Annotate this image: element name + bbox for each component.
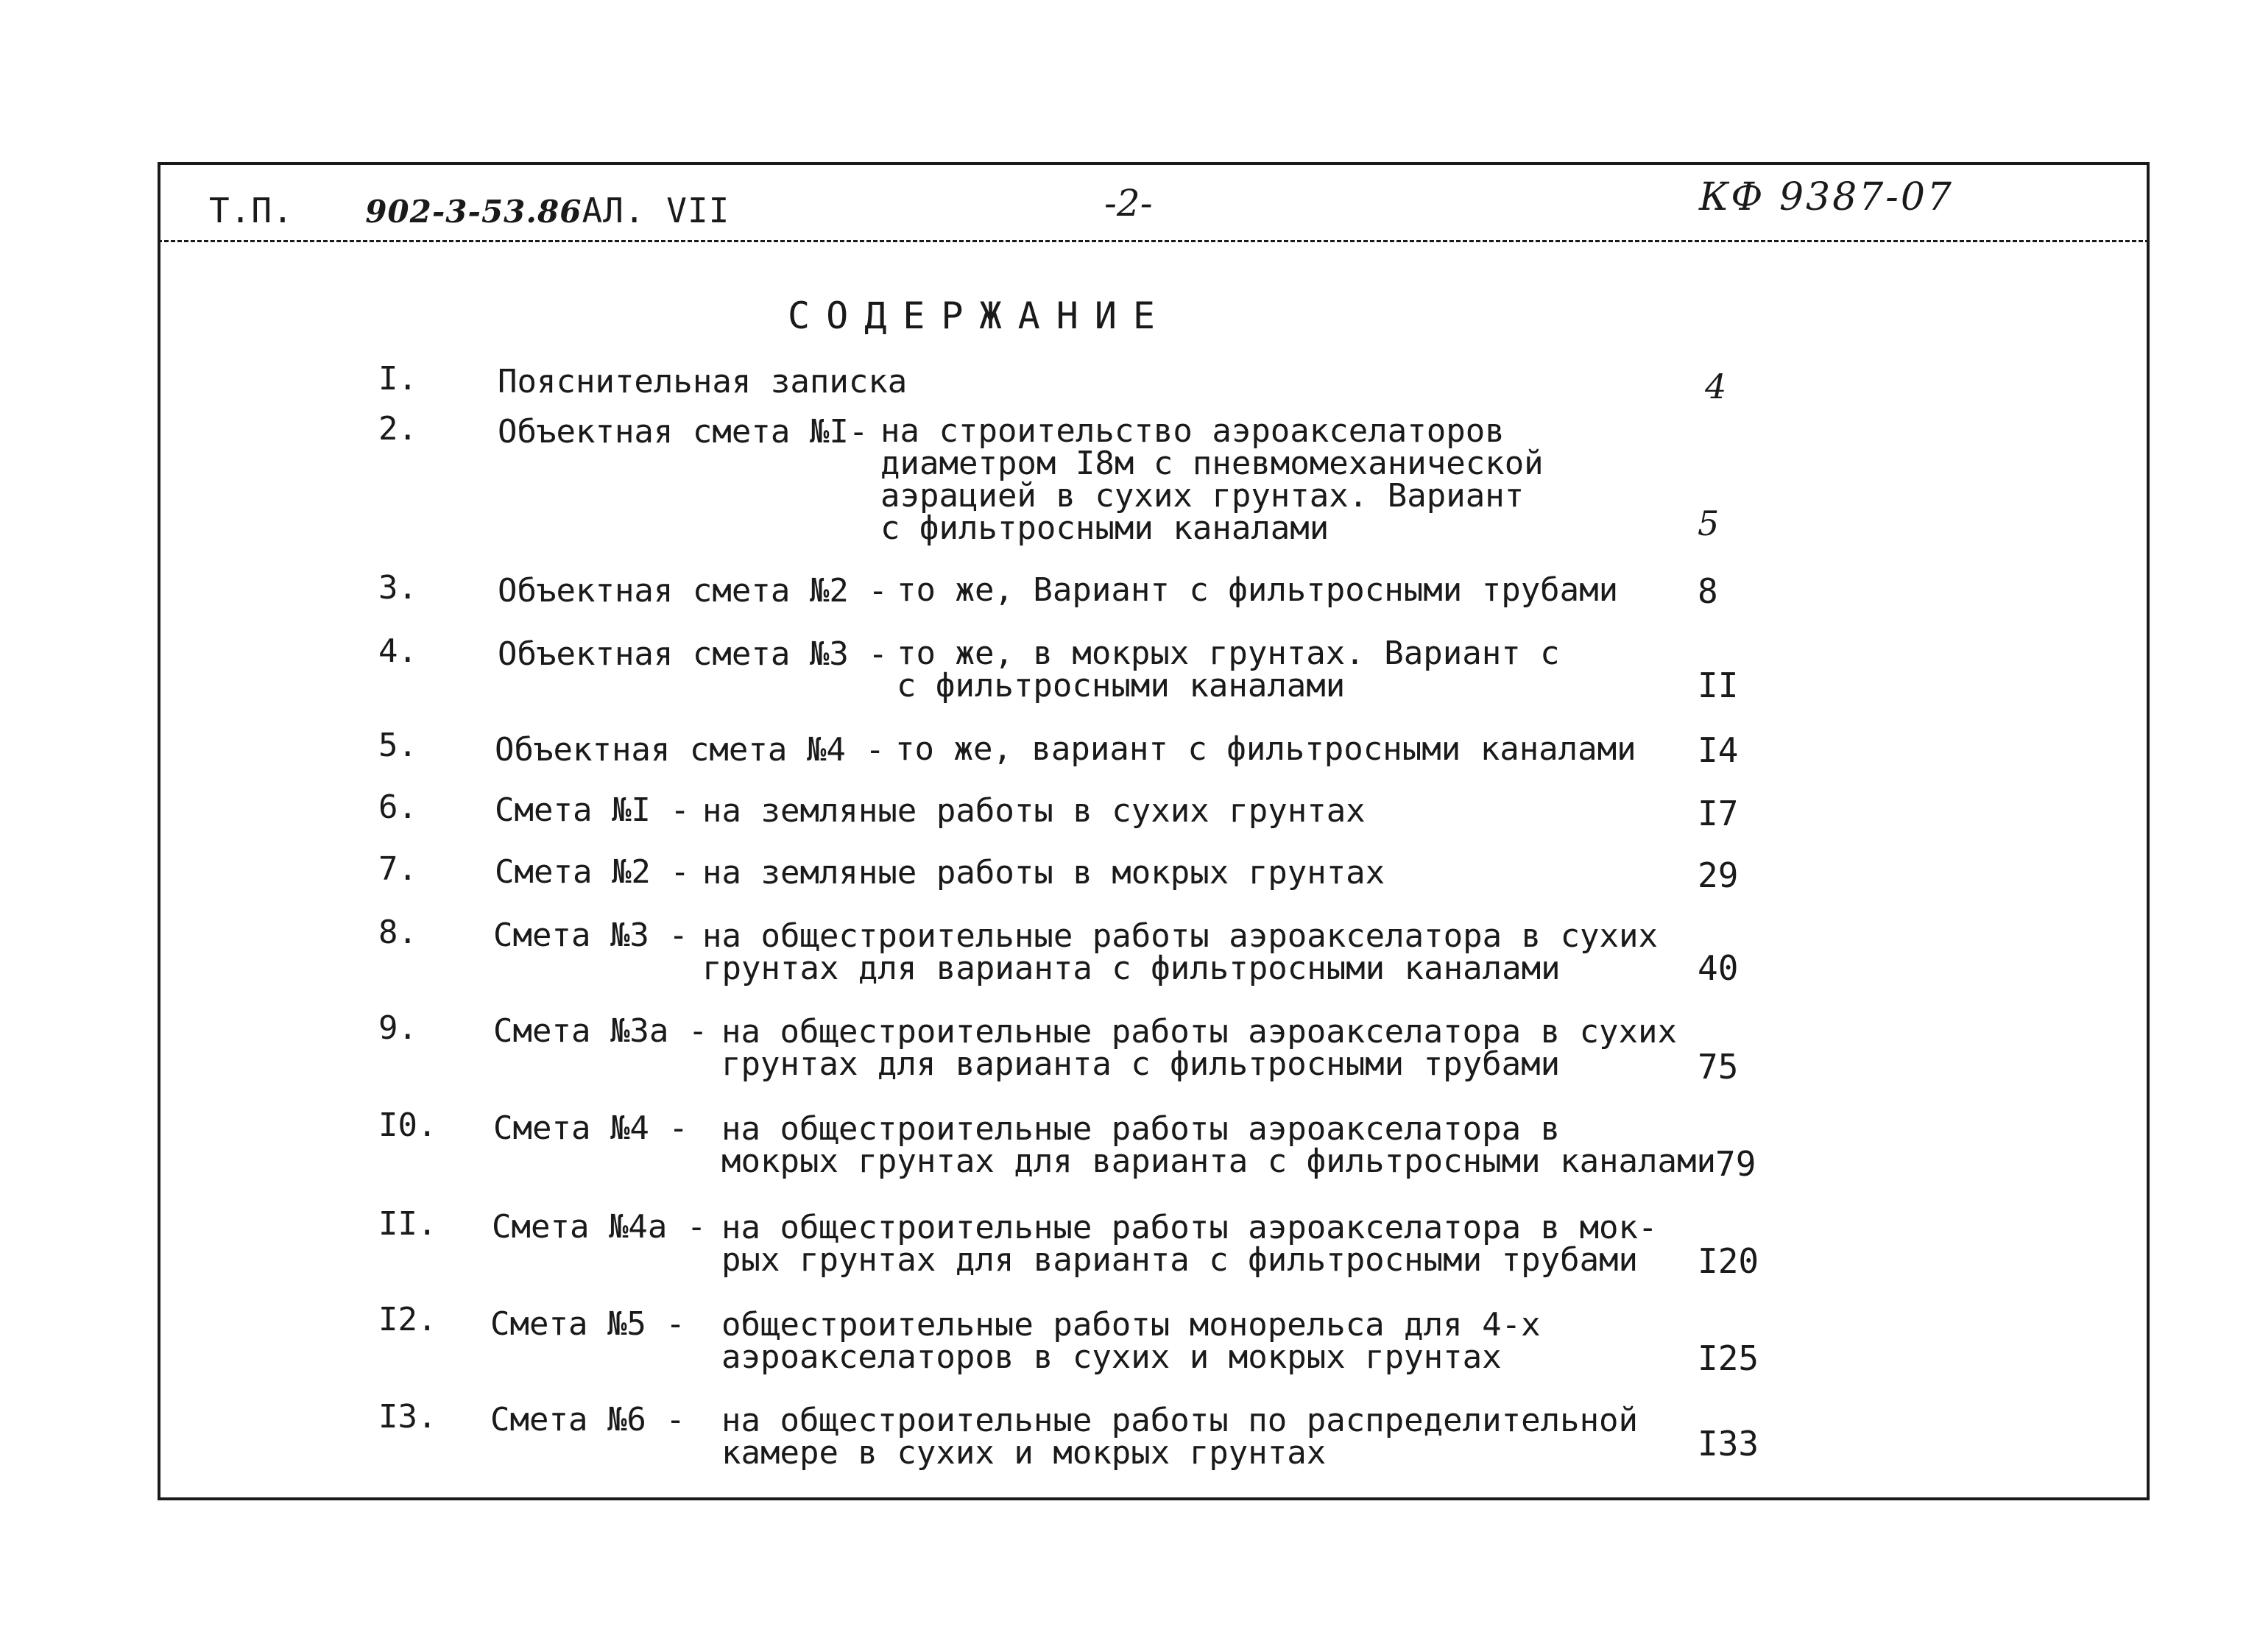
doc-prefix: Т.П.	[209, 191, 294, 230]
entry-page: 8	[1698, 571, 1718, 611]
entry-label: Смета №5 -	[490, 1305, 685, 1343]
entry-number: 8.	[378, 914, 417, 951]
entry-number: 2.	[378, 410, 417, 448]
entry-number: I2.	[378, 1301, 437, 1338]
entry-number: 9.	[378, 1009, 417, 1047]
entry-label: Смета №4 -	[493, 1109, 688, 1147]
entry-label: Объектная смета №4 -	[495, 731, 885, 769]
entry-description: на земляные работы в мокрых грунтах	[702, 854, 1385, 892]
entry-number: I0.	[378, 1106, 437, 1144]
entry-number: 3.	[378, 569, 417, 607]
entry-number: 4.	[378, 632, 417, 670]
entry-description: на земляные работы в сухих грунтах	[702, 792, 1366, 830]
entry-page: II	[1698, 666, 1739, 705]
entry-page: I4	[1698, 730, 1739, 770]
entry-page: I25	[1698, 1338, 1759, 1378]
entry-number: I3.	[378, 1398, 437, 1436]
entry-label: Смета №4а -	[492, 1208, 707, 1246]
entry-label: Смета №3 -	[493, 917, 688, 954]
entry-page: I33	[1698, 1424, 1759, 1464]
header-doc-designation	[209, 190, 730, 233]
entry-page: 40	[1698, 948, 1739, 988]
doc-code: 902-3-53.86	[365, 194, 582, 230]
entry-page: 75	[1698, 1047, 1739, 1087]
entry-description: то же, в мокрых грунтах. Вариант с с фильтросными каналами	[897, 635, 1560, 705]
entry-label: Смета №6 -	[490, 1401, 685, 1439]
entry-page: 5	[1698, 504, 1720, 543]
entry-description: то же, Вариант с фильтросными трубами	[897, 571, 1619, 609]
entry-description: то же, вариант с фильтросными каналами	[895, 730, 1636, 768]
entry-description: на общестроительные работы по распределительной камере в сухих и мокрых грунтах	[721, 1402, 1639, 1472]
entry-number: 5.	[378, 727, 417, 764]
entry-number: I.	[378, 360, 417, 398]
entry-number: II.	[378, 1205, 437, 1243]
entry-label: Объектная смета №3 -	[498, 635, 888, 673]
entry-page: I7	[1698, 794, 1739, 833]
entry-page: 79	[1715, 1144, 1756, 1184]
entry-label: Смета №3а -	[493, 1012, 708, 1050]
entry-number: 7.	[378, 850, 417, 888]
entry-description: на общестроительные работы аэроакселатора в сухих грунтах для варианта с фильтросными трубами	[721, 1013, 1678, 1083]
entry-label: Смета №2 -	[495, 853, 690, 891]
entry-label: Объектная смета №I-	[498, 413, 869, 451]
entry-label: Пояснительная записка	[498, 363, 908, 400]
entry-description: общестроительные работы монорельса для 4-х аэроакселаторов в сухих и мокрых грунтах	[721, 1306, 1541, 1376]
entry-page: 4	[1705, 367, 1727, 406]
page-number: -2-	[1104, 182, 1153, 225]
entry-label: Смета №I -	[495, 791, 690, 829]
album: АЛ. VII	[582, 191, 730, 230]
entry-page: I20	[1698, 1241, 1759, 1281]
archive-code: КФ 9387-07	[1699, 175, 1954, 219]
contents-title: СОДЕРЖАНИЕ	[788, 294, 1172, 337]
entry-label: Объектная смета №2 -	[498, 572, 888, 610]
document-frame	[158, 162, 2150, 1500]
entry-number: 6.	[378, 788, 417, 826]
entry-page: 29	[1698, 855, 1739, 895]
entry-description: на строительство аэроакселаторов диаметром I8м с пневмомеханической аэрацией в сухих грунтах. Вариант с фильтросными каналами	[880, 412, 1544, 547]
entry-description: на общестроительные работы аэроакселатора в мокрых грунтах для варианта с фильтросными каналами	[721, 1110, 1717, 1180]
entry-description: на общестроительные работы аэроакселатора в мок- рых грунтах для варианта с фильтросными трубами	[721, 1209, 1658, 1279]
entry-description: на общестроительные работы аэроакселатора в сухих грунтах для варианта с фильтросными каналами	[702, 917, 1659, 987]
header-divider	[158, 240, 2150, 242]
